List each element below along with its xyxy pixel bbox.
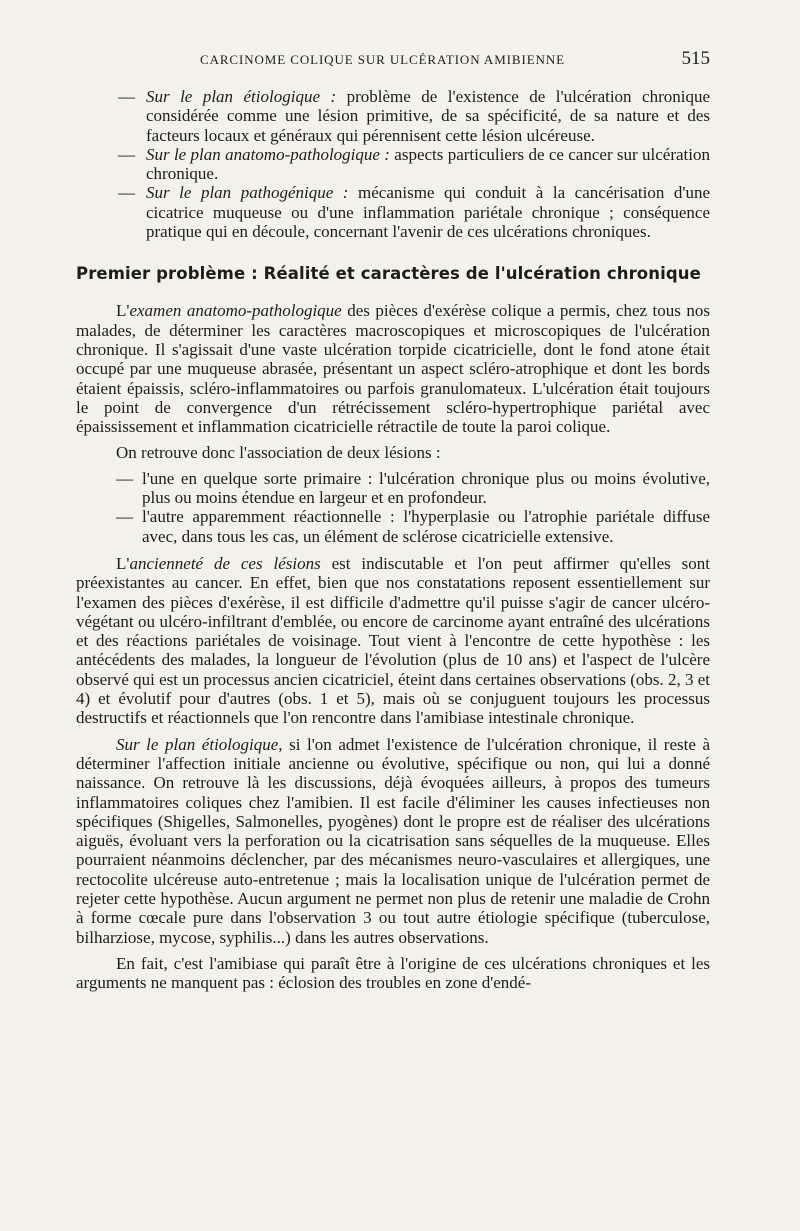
page-number: 515: [681, 48, 710, 69]
para-lead-italic: ancienneté de ces lésions: [129, 553, 321, 573]
lesion-list: [76, 469, 710, 546]
list-item: [76, 507, 710, 546]
para-text: des pièces d'exérèse colique a permis, chez tous nos malades, de déterminer les caractères macroscopiques et microscopiques de l'ulcération chronique. Il s'agissait d'une vaste ulcération torpide cicatricielle, dont le fond atone était occupé par une muqueuse abrasée, présentant un aspect scléro-atrophique et dont les bords étaient épaissis, scléro-inflammatoires ou parfois granulomateux. L'ulcération était toujours le point de convergence d'un rétrécissement scléro-hypertrophique pariétal avec épaississement et inflammation cicatricielle rétractile de toute la paroi colique.: [76, 301, 710, 437]
paragraph-association: On retrouve donc l'association de deux lésions :: [116, 443, 441, 463]
para-text: si l'on admet l'existence de l'ulcération chronique, il reste à déterminer l'affection initiale ancienne ou évolutive, spécifique ou non, qui lui a donné naissance. On retrouve là les discussions, déjà évoquées ailleurs, à propos des tumeurs inflammatoires coliques chez l'amibien. Il est facile d'éliminer les causes infectieuses non spécifiques (Shigelles, Salmonelles, pyogènes) dont le propre est de réaliser des ulcérations aiguës, évoluant vers la perforation ou la cicatrisation sans séquelles de la muqueuse. Elles pourraient néanmoins déclencher, par des mécanismes neuro-vasculaires et allergiques, une rectocolite ulcéreuse auto-entretenue ; mais la localisation unique de l'ulcération permet de rejeter cette hypothèse. Aucun argument ne permet non plus de retenir une maladie de Crohn à forme cœcale pure dans l'observation 3 ou tout autre étiologie spécifique (tuberculose, bilharziose, mycose, syphilis...) dans les autres observations.: [76, 734, 710, 947]
running-title: CARCINOME COLIQUE SUR ULCÉRATION AMIBIENNE: [200, 52, 565, 67]
dash-marker: —: [118, 87, 135, 106]
item-lead: Sur le plan pathogénique :: [146, 183, 349, 203]
para-lead-italic: Sur le plan étiologique,: [116, 734, 283, 754]
para-lead-prefix: L': [116, 301, 130, 321]
para-lead-italic: examen anatomo-pathologique: [129, 301, 342, 321]
item-text: aspects particuliers de ce cancer sur ulcération chronique.: [146, 144, 711, 184]
paragraph-anciennete: [76, 554, 710, 728]
page-header: [76, 48, 710, 74]
list-item: [76, 145, 710, 184]
paragraph-amibiase: En fait, c'est l'amibiase qui paraît être à l'origine de ces ulcérations chroniques et les arguments ne manquent pas : éclosion des troubles en zone d'endé-: [76, 953, 710, 993]
dash-marker: —: [116, 507, 133, 527]
para-text: est indiscutable et l'on peut affirmer qu'elles sont préexistantes au cancer. En effet, bien que nos constatations reposent essentiellement sur l'examen des pièces d'exérèse, il est difficile d'admettre qu'il puisse s'agir de cancer ulcéro-végétant ou ulcéro-infiltrant d'emblée, ou encore de carcinome ayant entraîné des ulcérations et des réactions pariétales de voisinage. Tout vient à l'encontre de cette hypothèse : les antécédents des malades, la longueur de l'évolution (plus de 10 ans) et l'aspect de l'ulcère observé qui est un processus ancien cicatriciel, éteint dans certaines observations (obs. 2, 3 et 4) et évolutif pour d'autres (obs. 1 et 5), mais où se conjuguent toujours les processus destructifs et réactionnels que l'on rencontre dans l'amibiase intestinale chronique.: [76, 553, 711, 728]
list-item: [76, 87, 710, 145]
item-text: l'autre apparemment réactionnelle : l'hyperplasie ou l'atrophie pariétale diffuse avec, dans tous les cas, un élément de sclérose cicatricielle extensive.: [142, 507, 710, 546]
dash-marker: —: [118, 144, 135, 164]
item-text: mécanisme qui conduit à la cancérisation d'une cicatrice muqueuse ou d'une inflammation pariétale chronique ; conséquence pratique qui en découle, concernant l'avenir de ces ulcérations chroniques.: [146, 183, 711, 242]
item-lead: Sur le plan étiologique :: [146, 87, 337, 106]
list-item: [76, 469, 710, 508]
para-lead-prefix: L': [116, 553, 130, 573]
page-body: [76, 87, 710, 992]
paragraph-anatomopathology: [76, 301, 710, 436]
list-item: [76, 183, 710, 241]
paragraph-etiologie: [76, 735, 710, 947]
section-heading: Premier problème : Réalité et caractères de l'ulcération chronique: [76, 264, 701, 284]
item-text: problème de l'existence de l'ulcération chronique considérée comme une lésion primitive, de sa spécificité, de sa nature et des facteurs locaux et généraux qui pérennisent cette lésion ulcéreuse.: [146, 87, 710, 145]
item-text: l'une en quelque sorte primaire : l'ulcération chronique plus ou moins évolutive, plus ou moins étendue en largeur et en profondeur.: [142, 468, 710, 508]
item-lead: Sur le plan anatomo-pathologique :: [146, 144, 390, 164]
dash-marker: —: [116, 468, 133, 488]
dash-marker: —: [118, 183, 135, 203]
intro-list: [76, 87, 710, 241]
